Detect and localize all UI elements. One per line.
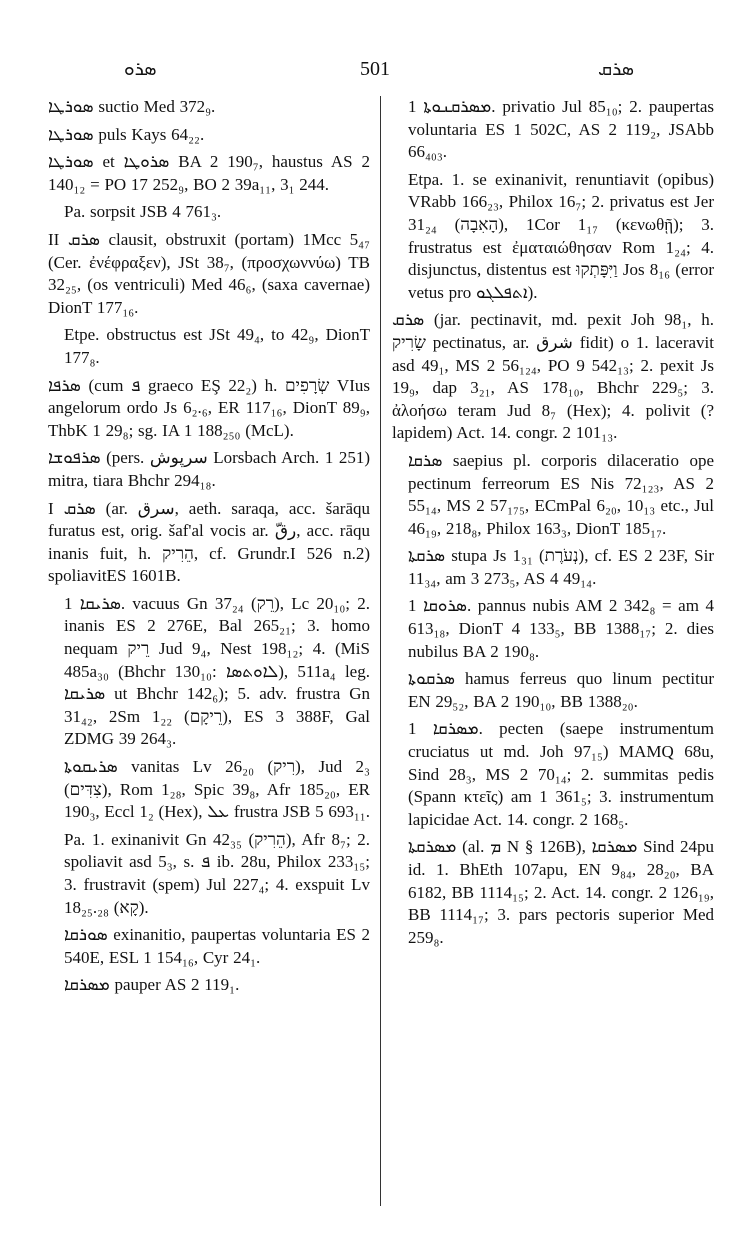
entry-pa-sorpsit: Pa. sorpsit JSB 4 761₃. — [64, 202, 222, 222]
entry-vacuus: ܣܪܝܩܐ 1. vacuus Gn 37₂₄ (רֵק), Lc 20₁₀; 2. inanis ES 2 276E, Bal 265₂₁; 3. homo nequam רֵיק Jud 9₄, Nest 198₁₂; 4. (MiS 485a₃₀ (Bhchr 130₁₀: ܠܐܘܬܣܐ), 511a₄ leg. ܣܪܝܩܐ ut Bhchr 142₆); 5. adv. frustra Gn 31₄₂, 2Sm 1₂₂ (רֵיקָם), ES 3 388F, Gal ZDMG 39 264₃. — [64, 593, 371, 749]
entry-etpa-exinanivit: Etpa. 1. se exinanivit, renuntiavit (opibus) VRabb 166₂₃, Philox 16₇; 2. privatus est Jer 31₂₄ (הָאִבָה), 1Cor 1₁₇ (κενωθῇ); 3. frustratus est ἐματαιώθησαν Rom 1₂₄; 4. disjunctus, distentus est וַיִּפָּתְקוּ Jos 8₁₆ (error vetus pro ܐܬܦܠܓܘ). — [408, 169, 715, 302]
page-header — [0, 58, 750, 88]
right-column — [392, 96, 714, 954]
entry-pars-pectoris: ܡܣܪܩܬܐ (al. ܡ N § 126B), ܡܣܪܩܐ Sind 24pu id. 1. BhEth 107apu, EN 9₈₄, 28₂₀, BA 6182, BB 1114₁₅; 2. Act. 14. congr. 2 126₁₉, BB 1114₁₇; 3. pars pectoris superior Med 259₈. — [408, 837, 714, 947]
left-running-head: ܣܪܘ — [124, 58, 157, 80]
column-divider — [380, 96, 381, 1206]
entry-exinanitio: ܣܘܪܩܐ exinanitio, paupertas voluntaria ES 2 540E, ESL 1 154₁₆, Cyr 24₁. — [64, 925, 370, 967]
right-running-head: ܣܪܩ — [598, 58, 634, 80]
entry-etpe-obstructus: Etpe. obstructus est JSt 49₄, to 42₉, DionT 177₈. — [64, 325, 370, 367]
entry-pannus-nubis: ܣܪܘܩܐ 1. pannus nubis AM 2 342₈ = am 4 613₁₈, DionT 4 133₅, BB 1388₁₇; 2. dies nubilus BA 2 190₈. — [408, 596, 714, 661]
entry-pecten: ܡܣܪܩܐ 1. pecten (saepe instrumentum cruciatus ut md. Joh 97₁₅) MAMQ 68u, Sind 28₃, MS 2 70₁₄; 2. summitas pedis (Spann κτεῖς) am 1 361₅; 3. instrumentum lapicidae Act. 14. congr. 2 168₅. — [408, 719, 714, 829]
entry-clausit: II ܣܪܩ clausit, obstruxit (portam) 1Mcc 5₄₇ (Cer. ἐνέφραξεν), JSt 38₇, (προσχωννύω) TB 32₂₅, (os ventriculi) Med 46₆, (saxa cavernae) DionT 177₁₆. — [48, 229, 371, 317]
entry-mitra: ܣܪܦܘܫܐ (pers. سرپوش Lorsbach Arch. 1 251) mitra, tiara Bhchr 294₁₈. — [48, 448, 370, 490]
page-number: 501 — [360, 58, 390, 80]
left-column — [48, 96, 370, 1002]
entry-puls: ܣܘܪܛܐ puls Kays 64₂₂. — [48, 124, 205, 144]
entry-dilaceratio: ܣܪܩܐ saepius pl. corporis dilaceratio ope pectinum ferreorum ES Nis 72₁₂₃, AS 2 55₁₄, MS 2 57₁₇₅, ECmPal 6₂₀, 10₁₃ etc., Jul 46₁₉, 218₈, Philox 163₃, DionT 185₁₇. — [408, 450, 714, 538]
entry-vanitas: ܣܪܝܩܘܬܐ vanitas Lv 26₂₀ (רִיק), Jud 2₃ (צִדִּים), Rom 1₂₈, Spic 39₈, Afr 185₂₀, ER 190₃, Eccl 1₂ (Hex), ܥܠ frustra JSB 5 693₁₁. — [64, 757, 370, 822]
entry-seraphim: ܣܪܦܐ (cum ܦ graeco EŞ 22₂) h. שְׂרָפִים VIus angelorum ordo Js 6₂.₆, ER 117₁₆, DionT 89₉, ThbK 1 29₈; sg. IA 1 188₂₅₀ (McL). — [48, 375, 370, 440]
entry-pectinavit: ܣܪܩ (jar. pectinavit, md. pexit Joh 98₁, h. שָׂרִיק pectinatus, ar. شرق fidit) o 1. laceravit asd 49₁, MS 2 56₁₂₄, PO 9 542₁₃; 2. pexit Js 19₉, dap 3₂₁, AS 178₁₀, Bhchr 229₅; 3. ἀλοήσω teram Jud 8₇ (Hex); 4. polivit (? lapidem) Act. 14. congr. 2 101₁₃. — [392, 310, 714, 443]
entry-suctio: ܣܘܪܛܐ suctio Med 372₉. — [48, 97, 216, 116]
entry-pauper: ܡܣܪܩܐ pauper AS 2 119₁. — [64, 975, 240, 995]
entry-hamus-ferreus: ܣܪܩܘܬܐ hamus ferreus quo linum pectitur EN 29₅₂, BA 2 190₁₀, BB 1388₂₀. — [408, 669, 714, 711]
entry-stupa: ܣܪܩܬܐ stupa Js 1₃₁ (נְעֹרֶת), cf. ES 2 23F, Sir 11₃₄, am 3 273₅, AS 4 49₁₄. — [408, 546, 714, 588]
entry-furatus: I ܣܪܩ (ar. سرق, aeth. saraqa, acc. šarāqu furatus est, orig. šaf'al vocis ar. رقّ, acc. rāqu inanis fuit, h. הֵרִיק, cf. Grundr.I 526 n.2) spoliavitES 1601B. — [48, 498, 370, 586]
entry-pa-exinanivit: Pa. 1. exinanivit Gn 42₃₅ (הֵרִיק), Afr 8₇; 2. spoliavit asd 5₃, s. ܦ ib. 28u, Philox 233₁₅; 3. frustravit (spem) Jul 227₄; 4. exspuit Lv 18₂₅.₂₈ (קָא). — [64, 829, 370, 917]
entry-privatio: ܡܣܪܩܢܘܬܐ 1. privatio Jul 85₁₀; 2. paupertas voluntaria ES 1 502C, AS 2 119₂, JSAbb 66₄₀₃. — [408, 97, 714, 162]
entry-haustus: ܣܘܪܛܐ et ܣܪܘܛܐ BA 2 190₇, haustus AS 2 140₁₂ = PO 17 252₉, BO 2 39a₁₁, 3₁ 244. — [48, 152, 370, 194]
